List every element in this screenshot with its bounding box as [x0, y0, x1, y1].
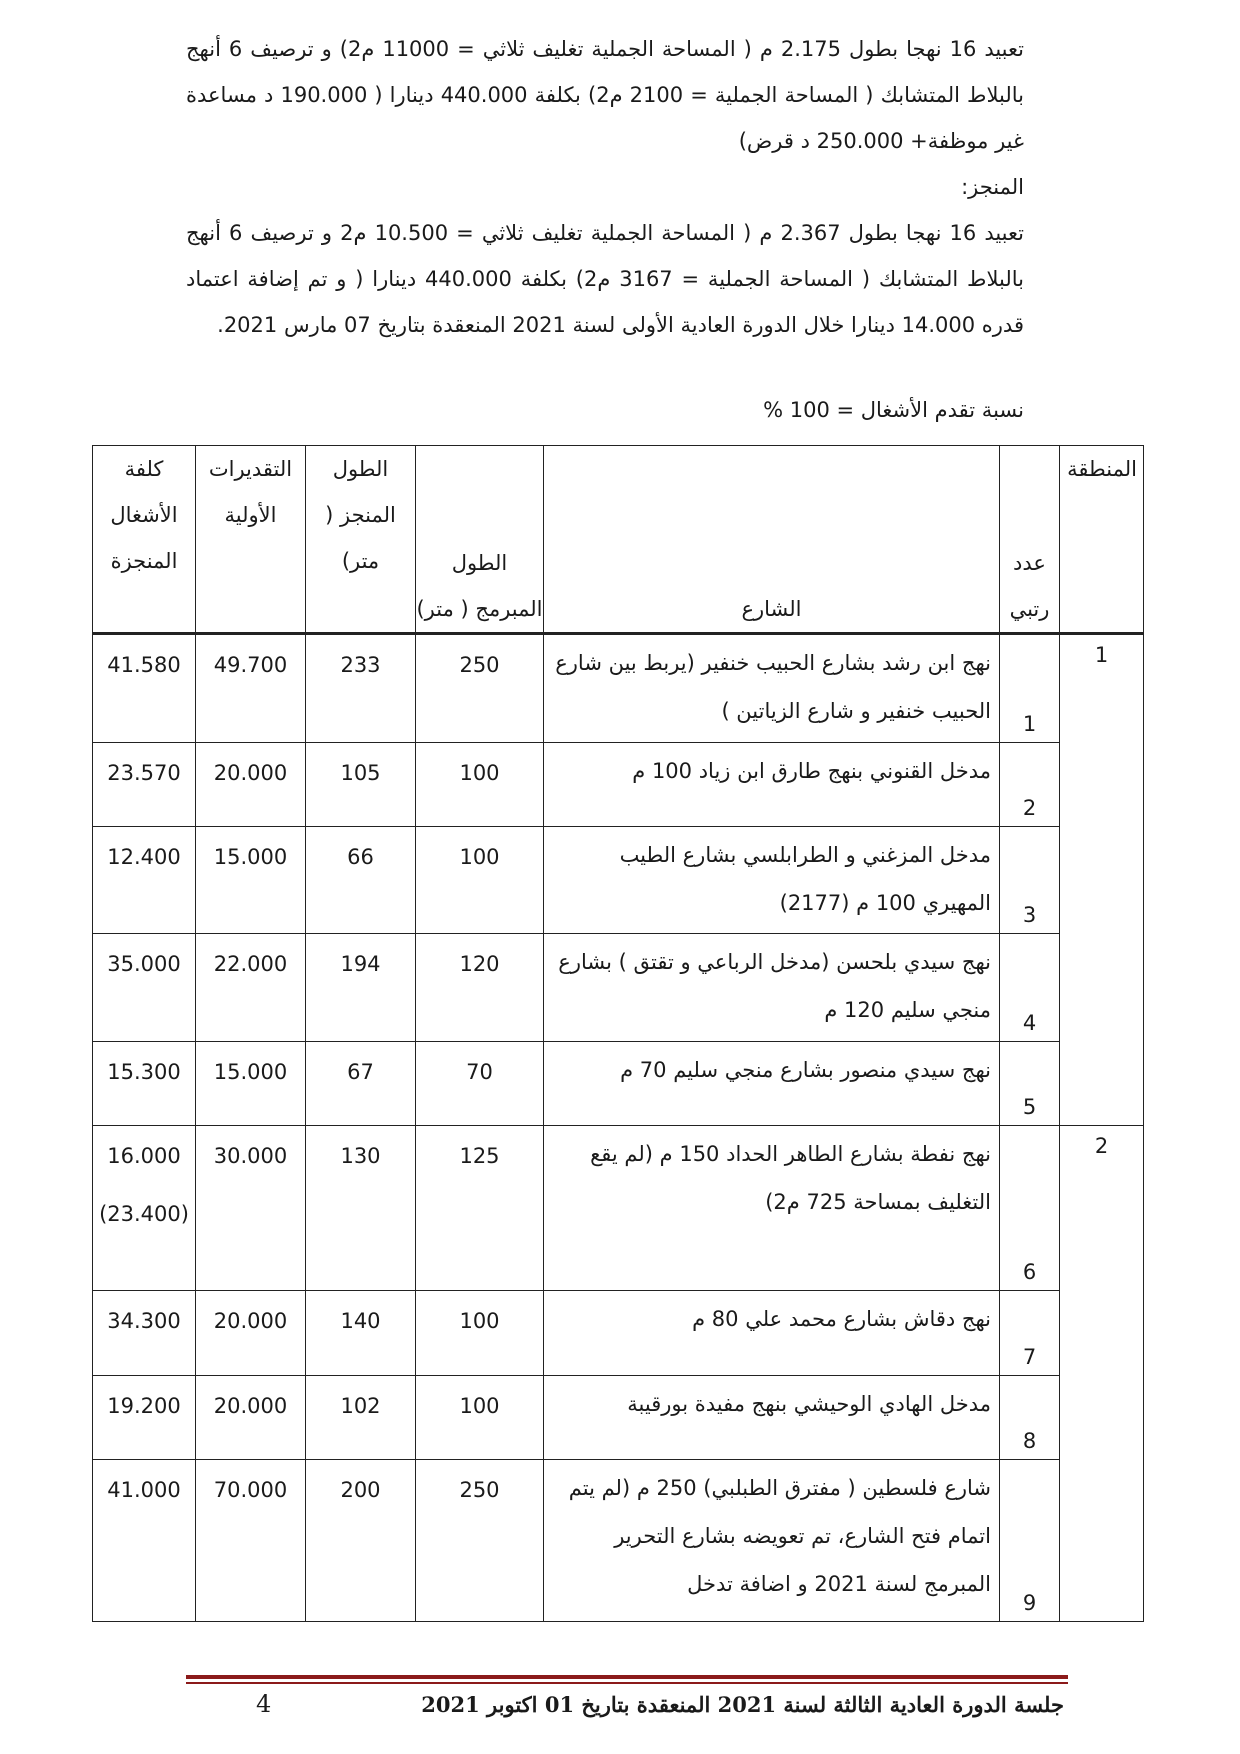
header-achieved-length: الطول المنجز ( متر): [306, 446, 416, 634]
programmed-length-cell: 125: [416, 1126, 544, 1291]
footer-rule-thin: [186, 1682, 1068, 1684]
estimate-cell: 20.000: [196, 743, 306, 827]
cost-cell: [93, 1126, 196, 1291]
header-zone: المنطقة: [1060, 446, 1144, 634]
estimate-cell: 49.700: [196, 634, 306, 743]
rank-cell: 7: [1000, 1291, 1060, 1376]
achieved-length-cell: 130: [306, 1126, 416, 1291]
street-cell: نهج ابن رشد بشارع الحبيب خنفير (يربط بين شارع الحبيب خنفير و شارع الزياتين ): [544, 634, 1000, 743]
footer-rule-thick: [186, 1675, 1068, 1679]
street-cell: مدخل المزغني و الطرابلسي بشارع الطيب المهيري 100 م (2177): [544, 827, 1000, 934]
rank-cell: 8: [1000, 1376, 1060, 1460]
table-row: [93, 1291, 1144, 1376]
cost-cell: 35.000: [93, 934, 196, 1042]
rank-cell: 3: [1000, 827, 1060, 934]
street-cell: نهج سيدي منصور بشارع منجي سليم 70 م: [544, 1042, 1000, 1126]
header-street: الشارع: [544, 446, 1000, 634]
cost-value: 16.000: [107, 1144, 181, 1168]
progress-text: نسبة تقدم الأشغال = 100 %: [763, 398, 1024, 422]
rank-cell: 5: [1000, 1042, 1060, 1126]
paragraph-achieved-label: [186, 164, 1024, 210]
estimate-cell: 30.000: [196, 1126, 306, 1291]
achieved-length-cell: 67: [306, 1042, 416, 1126]
programmed-length-cell: 250: [416, 1460, 544, 1622]
zone-cell: 2: [1060, 1126, 1144, 1622]
programmed-length-cell: 250: [416, 634, 544, 743]
rank-cell: 4: [1000, 934, 1060, 1042]
street-cell: مدخل القنوني بنهج طارق ابن زياد 100 م: [544, 743, 1000, 827]
achieved-heading: المنجز:: [961, 175, 1024, 199]
footer-session-text: جلسة الدورة العادية الثالثة لسنة 2021 المنعقدة بتاريخ 01 اكتوبر 2021: [421, 1692, 1064, 1717]
rank-cell: 9: [1000, 1460, 1060, 1622]
table-row: [93, 934, 1144, 1042]
table-header-row: [93, 446, 1144, 634]
rank-cell: 1: [1000, 634, 1060, 743]
street-cell: شارع فلسطين ( مفترق الطبلبي) 250 م (لم يتم اتمام فتح الشارع، تم تعويضه بشارع التحرير المبرمج لسنة 2021 و اضافة تدخل: [544, 1460, 1000, 1622]
cost-cell: 12.400: [93, 827, 196, 934]
header-initial-estimates: التقديرات الأولية: [196, 446, 306, 634]
estimate-cell: 70.000: [196, 1460, 306, 1622]
achieved-length-cell: 66: [306, 827, 416, 934]
page-number: 4: [256, 1690, 272, 1718]
estimate-cell: 22.000: [196, 934, 306, 1042]
estimate-cell: 20.000: [196, 1291, 306, 1376]
table-row: [93, 743, 1144, 827]
header-rank: عدد رتبي: [1000, 446, 1060, 634]
programmed-length-cell: 100: [416, 827, 544, 934]
rank-cell: 2: [1000, 743, 1060, 827]
header-programmed-length: الطول المبرمج ( متر): [416, 446, 544, 634]
street-cell: نهج نفطة بشارع الطاهر الحداد 150 م (لم يقع التغليف بمساحة 725 م2): [544, 1126, 1000, 1291]
table-row: [93, 1460, 1144, 1622]
street-cell: نهج دقاش بشارع محمد علي 80 م: [544, 1291, 1000, 1376]
programmed-length-cell: 70: [416, 1042, 544, 1126]
table-row: [93, 827, 1144, 934]
cost-cell: 41.580: [93, 634, 196, 743]
programmed-length-cell: 120: [416, 934, 544, 1042]
achieved-length-cell: 102: [306, 1376, 416, 1460]
header-achieved-cost: كلفة الأشغال المنجزة: [93, 446, 196, 634]
works-table: [92, 445, 1144, 1622]
estimate-cell: 15.000: [196, 1042, 306, 1126]
paragraph-progress: [186, 394, 1024, 426]
programmed-length-cell: 100: [416, 1291, 544, 1376]
achieved-length-cell: 140: [306, 1291, 416, 1376]
cost-revised-value: (23.400): [99, 1202, 189, 1226]
cost-cell: 15.300: [93, 1042, 196, 1126]
cost-cell: 41.000: [93, 1460, 196, 1622]
cost-cell: 34.300: [93, 1291, 196, 1376]
rank-cell: 6: [1000, 1126, 1060, 1291]
achieved-length-cell: 194: [306, 934, 416, 1042]
cost-cell: 23.570: [93, 743, 196, 827]
cost-cell: 19.200: [93, 1376, 196, 1460]
achieved-length-cell: 105: [306, 743, 416, 827]
paragraph-achieved: [186, 210, 1024, 348]
achieved-length-cell: 200: [306, 1460, 416, 1622]
table-row: [93, 1376, 1144, 1460]
programmed-text: تعبيد 16 نهجا بطول 2.175 م ( المساحة الجملية تغليف ثلاثي = 11000 م2) و ترصيف 6 أنهج بالبلاط المتشابك ( المساحة الجملية = 2100 م2) بكلفة 440.000 دينارا ( 190.000 د مساعدة غير موظفة+ 250.000 د قرض): [186, 37, 1024, 153]
paragraph-programmed: [186, 26, 1024, 164]
table-row: [93, 1126, 1144, 1291]
zone-cell: 1: [1060, 634, 1144, 1126]
estimate-cell: 20.000: [196, 1376, 306, 1460]
achieved-text: تعبيد 16 نهجا بطول 2.367 م ( المساحة الجملية تغليف ثلاثي = 10.500 م2 و ترصيف 6 أنهج بالبلاط المتشابك ( المساحة الجملية = 3167 م2) بكلفة 440.000 دينارا ( و تم إضافة اعتماد قدره 14.000 دينارا خلال الدورة العادية الأولى لسنة 2021 المنعقدة بتاريخ 07 مارس 2021.: [186, 221, 1024, 337]
street-cell: نهج سيدي بلحسن (مدخل الرباعي و تقتق ) بشارع منجي سليم 120 م: [544, 934, 1000, 1042]
programmed-length-cell: 100: [416, 1376, 544, 1460]
achieved-length-cell: 233: [306, 634, 416, 743]
table-row: [93, 634, 1144, 743]
table-row: [93, 1042, 1144, 1126]
street-cell: مدخل الهادي الوحيشي بنهج مفيدة بورقيبة: [544, 1376, 1000, 1460]
programmed-length-cell: 100: [416, 743, 544, 827]
estimate-cell: 15.000: [196, 827, 306, 934]
